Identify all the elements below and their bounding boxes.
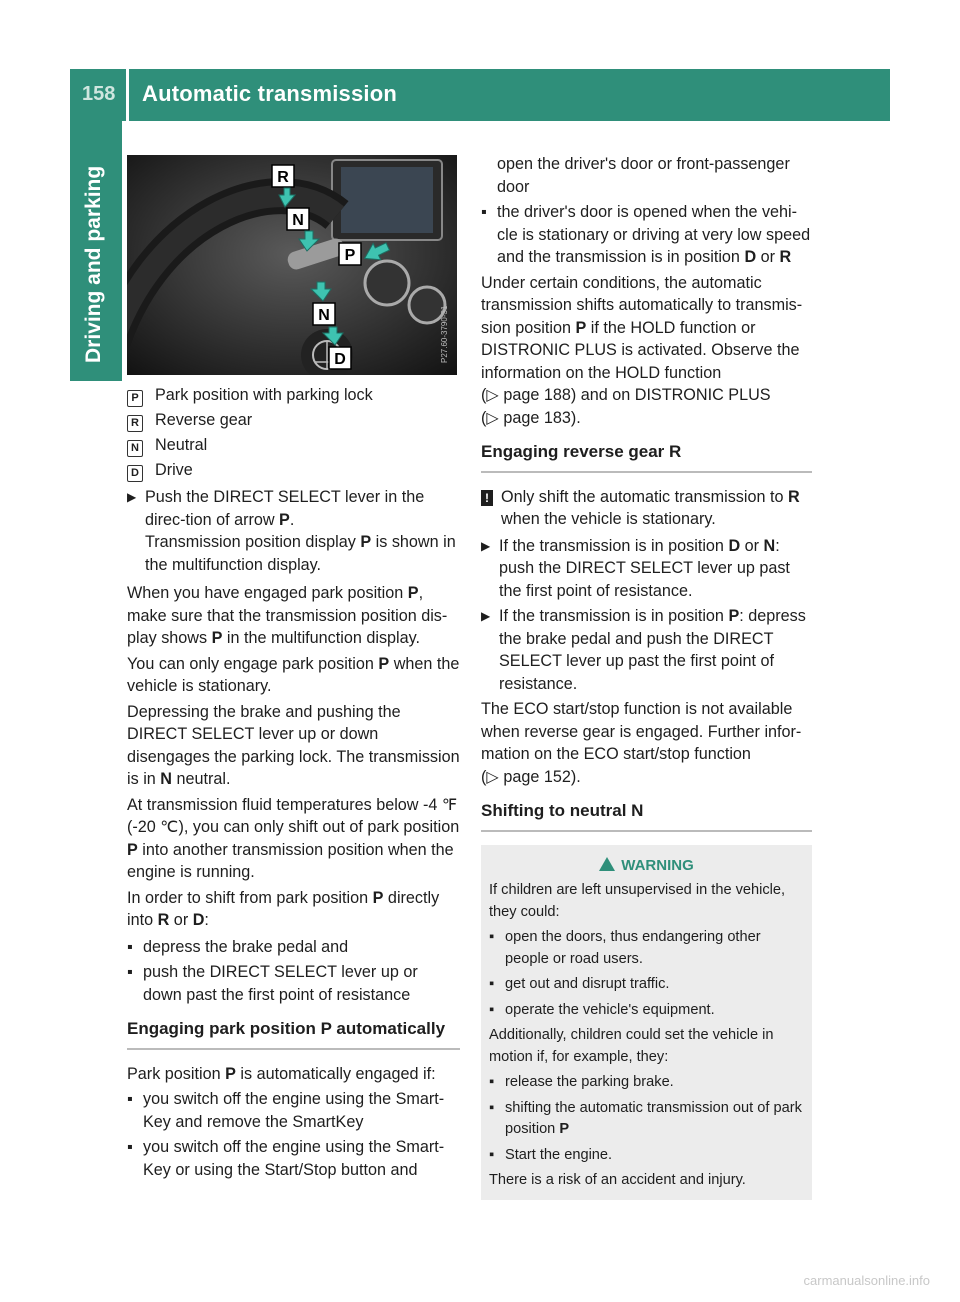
figure-code: P27.60-3790-31 [440,305,449,363]
bullet-icon: ▪ [481,203,487,221]
list-item: ▪ operate the vehicle's equipment. [489,1000,804,1022]
bullet-icon: ▪ [489,1074,495,1090]
warning-text: Additionally, children could set the vehicle in motion if, for example, they: [489,1027,774,1065]
exclamation-icon: ! [481,490,493,506]
site-watermark: carmanualsonline.info [803,1273,930,1288]
bullet-icon: ▪ [127,1138,133,1156]
page-reference[interactable]: (▷ page 183). [481,408,581,427]
p-symbol-icon: P [127,390,143,407]
paragraph: You can only engage park position P when the vehicle is stationary. [127,654,460,695]
warning-text: If children are left unsupervised in the vehicle, they could: [489,882,786,920]
page-header [70,69,890,121]
warning-text: There is a risk of an accident and injury. [489,1172,746,1188]
list-item: ▪ depress the brake pedal and [127,936,460,959]
section-heading: Engaging park position P automatically [127,1018,460,1050]
figure-label-r: R [277,169,289,186]
r-symbol-icon: R [127,415,143,432]
figure-label-p: P [344,247,356,264]
steering-column-photo [127,155,457,375]
list-item: ▪ get out and disrupt traffic. [489,974,804,996]
section-label: Driving and parking [82,165,105,363]
legend-item: D Drive [127,459,460,482]
figure-label-n-lower: N [318,307,330,324]
instruction-step: ▶ If the transmission is in position P: depress the brake pedal and push the DIRECT SELECT lever up past the first point of resistance. [481,605,812,695]
paragraph: In order to shift from park position P directly into R or D: [127,888,440,929]
paragraph: Park position P is automatically engaged if: [127,1064,436,1083]
paragraph: Under certain conditions, the automatic transmission shifts automatically to transmis-sion position P if the HOLD function or DISTRONIC PLUS is activated. Observe the information on the HOLD function [481,273,803,382]
list-item: ▪ push the DIRECT SELECT lever up or down past the first point of resistance [127,961,460,1006]
page-reference[interactable]: (▷ page 152). [481,767,581,786]
caution-note: ! Only shift the automatic transmission to R when the vehicle is stationary. [481,486,812,531]
list-item: ▪ release the parking brake. [489,1072,804,1094]
step-arrow-icon: ▶ [481,538,491,553]
instruction-step: ▶ Push the DIRECT SELECT lever in the direc-tion of arrow P. Transmission position display P is shown in the multifunction display. [127,486,460,576]
legend-item: P Park position with parking lock [127,384,460,407]
paragraph: When you have engaged park position P, make sure that the transmission position dis-play shows P in the multifunction display. [127,584,448,647]
right-column [481,153,812,1200]
n-symbol-icon: N [127,440,143,457]
warning-title: WARNING [621,856,694,874]
list-item: ▪ shifting the automatic transmission out of park position P [489,1098,804,1141]
bullet-icon: ▪ [127,1090,133,1108]
page-title: Automatic transmission [142,81,398,106]
figure-label-d: D [334,351,346,368]
section-heading: Engaging reverse gear R [481,441,812,473]
list-item: ▪ the driver's door is opened when the vehi-cle is stationary or driving at very low speed and the transmission is in position D or R [481,201,812,269]
list-item: ▪ you switch off the engine using the Smart-Key or using the Start/Stop button and [127,1136,460,1181]
section-heading: Shifting to neutral N [481,800,812,832]
paragraph: The ECO start/stop function is not available when reverse gear is engaged. Further infor-mation on the ECO start/stop function [481,700,802,763]
bullet-icon: ▪ [127,963,133,981]
header-divider [126,69,129,121]
page-number: 158 [82,83,116,105]
figure-label-n-upper: N [292,212,304,229]
paragraph: At transmission fluid temperatures below -4 ℉ (-20 ℃), you can only shift out of park position P into another transmission position when the engine is running. [127,795,460,881]
bullet-icon: ▪ [489,929,495,945]
list-item: ▪ you switch off the engine using the Smart-Key and remove the SmartKey [127,1088,460,1133]
d-symbol-icon: D [127,465,143,482]
list-item: ▪ open the doors, thus endangering other people or road users. [489,927,804,970]
step-arrow-icon: ▶ [481,609,491,623]
left-column [127,384,460,1181]
list-item: ▪ Start the engine. [489,1145,804,1167]
paragraph: Depressing the brake and pushing the DIRECT SELECT lever up or down disengages the parking lock. The transmission is in N neutral. [127,702,460,788]
warning-box [481,845,812,1200]
list-item-continued: open the driver's door or front-passenger door [497,155,790,196]
page-reference[interactable]: (▷ page 188) and on DISTRONIC PLUS [481,386,771,404]
bullet-icon: ▪ [489,1099,495,1116]
legend-item: R Reverse gear [127,409,460,432]
section-tab [70,121,122,381]
bullet-icon: ▪ [489,1146,495,1163]
warning-triangle-icon [599,857,615,871]
bullet-icon: ▪ [489,976,495,992]
bullet-icon: ▪ [489,1001,495,1018]
step-arrow-icon: ▶ [127,490,137,504]
bullet-icon: ▪ [127,937,133,956]
legend-item: N Neutral [127,434,460,457]
instruction-step: ▶ If the transmission is in position D or N: push the DIRECT SELECT lever up past the first point of resistance. [481,535,812,603]
